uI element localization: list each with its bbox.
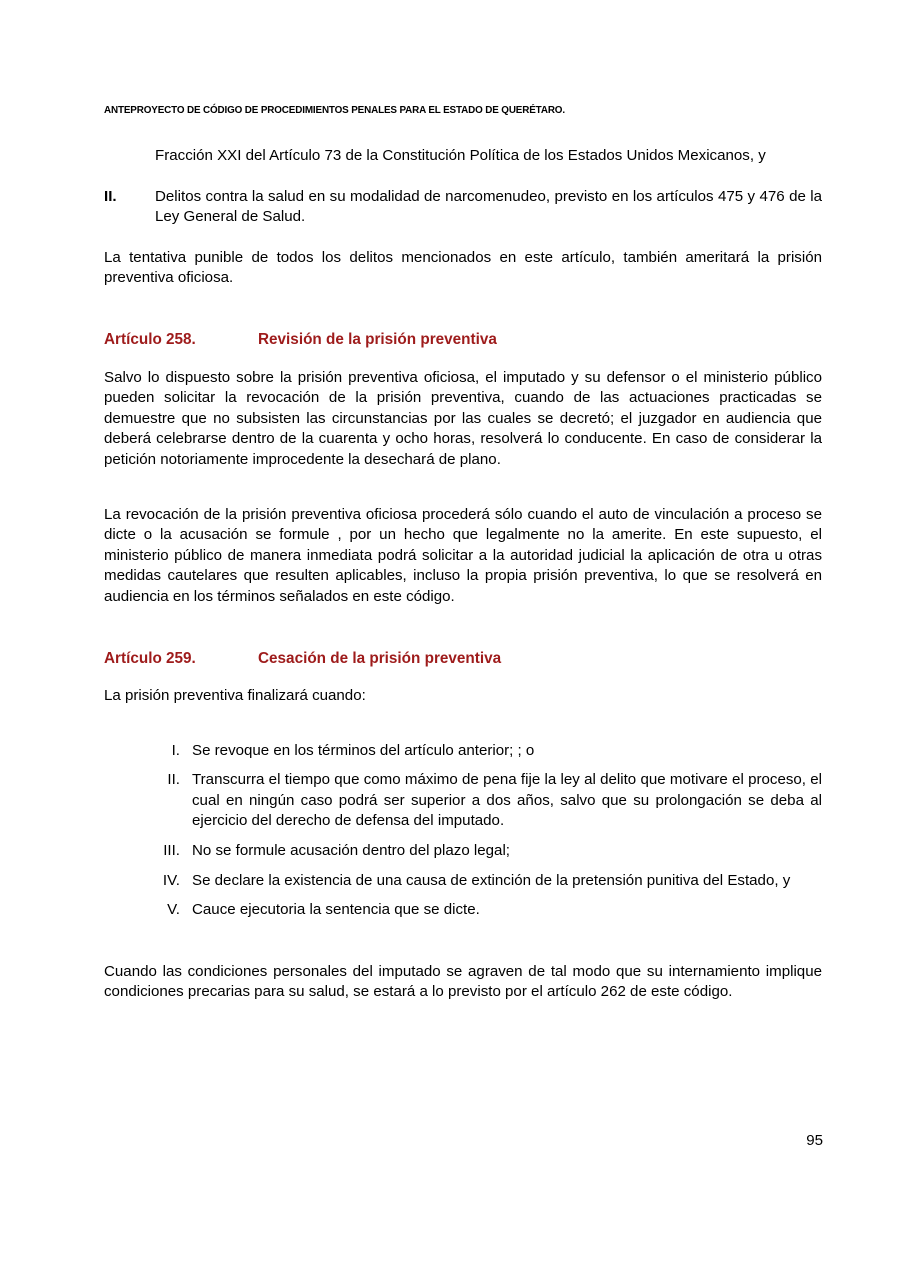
article-259-closing-paragraph: Cuando las condiciones personales del imputado se agraven de tal modo que su internamiento implique condiciones precarias para su salud, se estará a lo previsto por el artículo 262 de este código.: [104, 962, 822, 1001]
article-259-number: Artículo 259.: [104, 649, 196, 667]
list-item: [104, 770, 822, 832]
spacer: [104, 669, 822, 686]
list-item-text: Se declare la existencia de una causa de extinción de la pretensión punitiva del Estado, y: [192, 871, 791, 889]
list-item-text: No se formule acusación dentro del plazo legal;: [192, 842, 510, 860]
article-258-paragraph-2: La revocación de la prisión preventiva oficiosa procederá sólo cuando el auto de vinculación a proceso se dicte o la acusación se formule , por un hecho que legalmente no la amerite. En este supuesto, el ministerio público de manera inmediata podrá solicitar a la autoridad judicial la aplicación de otra u otras medidas cautelares que resulten aplicables, incluso la propia prisión preventiva, lo que se resolverá en audiencia en los términos señalados en este código.: [104, 505, 822, 605]
list-item-text: Cauce ejecutoria la sentencia que se dicte.: [192, 901, 480, 919]
spacer: [104, 228, 822, 248]
article-259-title: Cesación de la prisión preventiva: [258, 649, 502, 667]
list-item-numeral: III.: [163, 842, 180, 860]
clause-marker: II.: [104, 187, 117, 205]
list-item-text: Transcurra el tiempo que como máximo de pena fije la ley al delito que motivare el proceso, el cual en ningún caso podrá ser superior a dos años, salvo que su prolongación se deba al ejercicio del derecho de defensa del imputado.: [192, 771, 822, 830]
running-header: ANTEPROYECTO DE CÓDIGO DE PROCEDIMIENTOS PENALES PARA EL ESTADO DE QUERÉTARO.: [104, 104, 565, 116]
paragraph-tentativa: La tentativa punible de todos los delitos mencionados en este artículo, también ameritará la prisión preventiva oficiosa.: [104, 248, 822, 287]
list-item-numeral: V.: [167, 901, 180, 919]
page-number: 95: [806, 1132, 823, 1149]
spacer: [104, 921, 822, 962]
list-item: [104, 841, 822, 862]
spacer: [104, 167, 822, 187]
article-258-title: Revisión de la prisión preventiva: [258, 330, 497, 348]
spacer: [104, 471, 822, 505]
article-258-paragraph-1: Salvo lo dispuesto sobre la prisión preventiva oficiosa, el imputado y su defensor o el ministerio público pueden solicitar la revocación de la prisión preventiva, cuando de las actuaciones practicadas se demuestre que no subsisten las circunstancias por las cuales se decretó; el juzgador en audiencia que deberá celebrarse dentro de la cuarenta y ocho horas, resolverá lo conducente. En caso de considerar la petición notoriamente improcedente la desechará de plano.: [104, 368, 822, 468]
clause-text: Delitos contra la salud en su modalidad de narcomenudeo, previsto en los artículos 475 y 476 de la Ley General de Salud.: [155, 187, 822, 226]
article-258-number: Artículo 258.: [104, 330, 196, 348]
page-content: [104, 146, 822, 1003]
spacer: [104, 608, 822, 649]
list-item-numeral: I.: [171, 741, 180, 759]
list-item: [104, 871, 822, 892]
list-item-numeral: IV.: [162, 871, 180, 889]
continued-clause-paragraph: Fracción XXI del Artículo 73 de la Constitución Política de los Estados Unidos Mexicanos, y: [155, 147, 766, 164]
spacer: [104, 707, 822, 741]
article-259-lead-in: La prisión preventiva finalizará cuando:: [104, 687, 366, 705]
article-259-list: [104, 741, 822, 921]
list-item: [104, 741, 822, 762]
article-258-heading: [104, 330, 822, 351]
list-item-numeral: II.: [167, 771, 180, 789]
list-item: [104, 900, 822, 921]
clause-item-ii: [104, 187, 822, 228]
spacer: [104, 351, 822, 368]
article-259-heading: [104, 649, 822, 670]
spacer: [104, 289, 822, 330]
list-item-text: Se revoque en los términos del artículo anterior; ; o: [192, 741, 535, 759]
